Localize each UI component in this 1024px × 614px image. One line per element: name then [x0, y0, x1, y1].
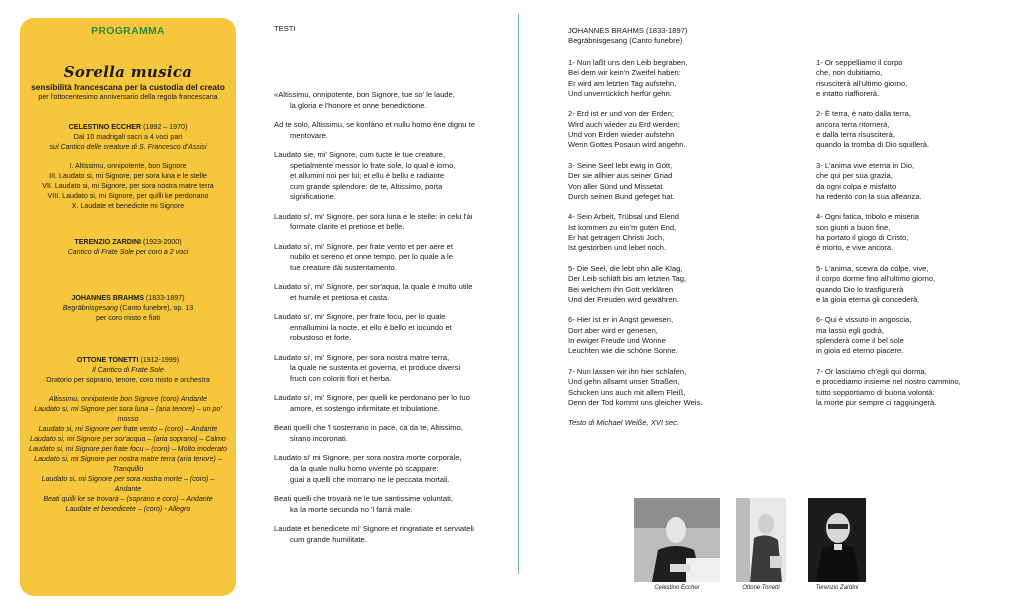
lyric-line: la morte pur sempre ci raggiungerà. [816, 397, 937, 407]
cantico-paragraph [274, 393, 510, 414]
tonetti-work: Il Cantico di Frate Sole [92, 366, 164, 374]
lyric-line: che, non dubitiamo, [816, 68, 883, 78]
lyric-line: 7- Nun lassen wir ihn hier schlafen, [568, 366, 687, 376]
text-line: la quale ne sustenta et governa, et produce diversi [290, 363, 461, 373]
lyric-line: e dalla terra risusciterà, [816, 130, 895, 140]
cantico-text [274, 90, 510, 554]
lyric-line: e procediamo insieme nel nostro cammino, [816, 377, 961, 387]
lyric-line: che qui per sua grazia, [816, 171, 893, 181]
lyric-line: 7- Or lasciamo ch'egli qui dorma, [816, 366, 927, 376]
text-line: nubilo et sereno et onne tempo, per lo quale a le [290, 252, 453, 262]
text-line: ennallumini la nocte, et ello è bello et iocundo et [290, 322, 452, 332]
cantico-paragraph [274, 90, 510, 111]
lyric-line: Wird auch wieder zu Erd werden; [568, 119, 680, 129]
lyric-line: Wenn Gottes Posaun wird angehn. [568, 140, 686, 150]
lyric-line: e intatto riaffiorerà. [816, 88, 880, 98]
eccher-work-source: sul Cantico delle creature di S. Francesco d'Assisi [49, 143, 207, 151]
program-eccher [28, 122, 228, 211]
brahms-work [28, 303, 228, 313]
movement-item: Laudato si, mi Signore per frate focu – (coro) – Molto moderato [29, 445, 227, 453]
lyric-line: Denn der Tod kommt uns gleicher Weis. [568, 397, 703, 407]
movement-item: VIII. Laudato si, mi Signore, per quilli ke perdonano [47, 192, 209, 200]
composer-years-zardini: (1923-2000) [142, 238, 182, 246]
text-line: Laudato si', mi' Signore, per sora nostra matre terra, [274, 352, 450, 362]
lyric-line: Der sie allhier aus seiner Gnad [568, 171, 673, 181]
tonetti-scoring: Oratorio per soprano, tenore, coro misto e orchestra [46, 376, 210, 384]
movement-item: Laudate et benedicete – (coro) - Allegro [65, 505, 191, 513]
italian-stanza [816, 212, 1016, 253]
composer-name-tonetti: OTTONE TONETTI [76, 356, 139, 364]
lyric-line: son giunti a buon fine, [816, 222, 891, 232]
lyrics-credit: Testo di Michael Weiße, XVI sec. [568, 418, 679, 428]
italian-stanza [816, 367, 1016, 408]
lyric-line: Er hat getragen Christi Joch, [568, 233, 665, 243]
photo-eccher [634, 498, 720, 582]
cantico-paragraph [274, 353, 510, 385]
zardini-work: Cantico di Frate Sole per coro a 2 voci [67, 248, 189, 256]
movement-item: I. Altissimu, onnipotente, bon Signore [69, 162, 187, 170]
text-line: Laudato si' mi Signore, per sora nostra morte corporale, [274, 453, 462, 463]
text-line: fructi con coloriti flori et herba. [290, 374, 392, 384]
cantico-paragraph [274, 150, 510, 203]
italian-stanza [816, 58, 1016, 99]
caption-tonetti: Ottone Tonetti [742, 585, 780, 591]
german-stanza [568, 109, 798, 150]
program-tonetti [28, 355, 228, 514]
cantico-paragraph [274, 453, 510, 485]
text-line: «Altissimu, onnipotente, bon Signore, tue so' le laude, [274, 90, 455, 99]
movement-item: X. Laudate et benedicite mi Signore [71, 202, 185, 210]
lyric-line: splenderà come il bel sole [816, 336, 904, 346]
lyric-line: quando la tromba di Dio squillerà. [816, 140, 930, 150]
movement-item: Laudato si, mi Signore per sor'acqua – (aria soprano) – Calmo [30, 435, 226, 443]
lyric-line: 6- Hier ist er in Angst gewesen, [568, 315, 674, 325]
text-line: formate clarite et pretiose et belle. [290, 222, 405, 232]
text-line: Beati quelli che trovarà ne le tue santissime voluntati, [274, 493, 453, 503]
text-line: Laudato si', mi' Signore, per sor'aqua, la quale è multo utile [274, 282, 473, 292]
italian-stanza [816, 315, 1016, 356]
text-line: Laudato si', mi' Signore, per frate focu, per lo quale [274, 312, 446, 322]
lyric-line: Er wird am letzten Tag aufstehn, [568, 78, 677, 88]
text-line: ka la morte secunda no 'l farrà male. [290, 504, 413, 514]
lyric-line: 3- Seine Seel lebt ewig in Gott, [568, 160, 673, 170]
german-stanza [568, 161, 798, 202]
caption-eccher: Celestino Eccher [654, 585, 700, 591]
lyric-line: è morto, e vive ancora. [816, 243, 894, 253]
lyric-line: Ist gestorben und lebet noch. [568, 243, 666, 253]
lyric-line: 2- Erd ist er und von der Erden; [568, 109, 674, 119]
lyric-line: e la gioia eterna gli concederà. [816, 294, 920, 304]
german-stanza [568, 212, 798, 253]
lyric-line: in gioia ed eterno piacere. [816, 346, 904, 356]
text-line: Laudato si', mi' Signore, per sora luna e le stelle: in celu l'ài [274, 211, 473, 221]
lyric-line: Durch seinen Bund gefeget hat. [568, 191, 675, 201]
lyric-line: Leuchten wie die schöne Sonne. [568, 346, 678, 356]
text-line: et allumini noi per lui; et ellu è bellu e radiante [290, 171, 445, 181]
italian-translation [816, 58, 1016, 418]
brahms-work-rest: (Canto funebre), op. 13 [117, 304, 194, 312]
text-line: guai a quelli che morrano ne le peccata mortali. [290, 474, 450, 484]
brahms-text-header [568, 26, 687, 46]
lyric-line: ha redento con la sua alleanza. [816, 191, 922, 201]
movement-item: Laudato si, mi Signore per sora nostra morte – (coro) – Andante [41, 475, 215, 493]
movement-item: VII. Laudato si, mi Signore, per sora nostra matre terra [42, 182, 214, 190]
text-line: significatione. [290, 192, 337, 202]
text-line: Laudate et benedicete mi' Signore et ringratiate et serviateli [274, 523, 474, 533]
cantico-paragraph [274, 120, 510, 141]
concert-subtitle: sensibilità francescana per la custodia del creato [31, 82, 225, 92]
column-divider [518, 14, 519, 574]
tonetti-movements [28, 394, 228, 514]
text-line: la gloria e l'honore et onne benedictione. [290, 100, 427, 110]
italian-stanza [816, 109, 1016, 150]
text-line: Beati quelli che 'l sosterrano in pace, ca da te, Altissimo, [274, 423, 463, 433]
lyric-line: 3- L'anima vive eterna in Dio, [816, 160, 915, 170]
concert-logo-title: Sorella musica [63, 63, 193, 81]
text-line: cum grande splendore: de te, Altissimo, porta [290, 181, 443, 191]
cantico-paragraph [274, 524, 510, 545]
lyric-line: Und gehn allsamt unser Straßen, [568, 377, 680, 387]
lyric-line: 1- Or seppelliamo il corpo [816, 58, 903, 67]
movement-item: Laudato si, mi Signore per nostra matre terra (aria tenore) – Tranquillo [34, 455, 222, 473]
lyric-line: 5- Die Seel, die lebt ohn alle Klag, [568, 263, 683, 273]
brahms-scoring: per coro misto e fiati [96, 314, 160, 322]
lyric-line: Schicken uns auch mit allem Fleiß, [568, 387, 686, 397]
lyric-line: quando Dio lo trasfigurerà [816, 284, 904, 294]
text-line: Laudato si', mi' Signore, per frate vento et per aere et [274, 241, 453, 251]
lyric-line: Der Leib schläft bis am letzten Tag, [568, 274, 687, 284]
cantico-paragraph [274, 312, 510, 344]
composer-name-zardini: TERENZIO ZARDINI [74, 238, 141, 246]
cantico-paragraph [274, 212, 510, 233]
brahms-text-composer: JOHANNES BRAHMS (1833-1897) [568, 26, 688, 35]
lyric-line: ha portato il giogo di Cristo, [816, 233, 909, 243]
cantico-paragraph [274, 282, 510, 303]
lyric-line: Ist kommen zu ein'm guten End, [568, 222, 677, 232]
composer-years-eccher: (1892 – 1970) [143, 123, 188, 131]
testi-heading: TESTI [274, 24, 296, 33]
movement-item: Laudato si, mi Signore per sora luna – (aria tenore) – un po' mosso [34, 405, 222, 423]
brahms-text-work: Begräbnisgesang (Canto funebre) [568, 36, 683, 45]
lyric-line: Bei dem wir kein'n Zweifel haben: [568, 68, 681, 78]
lyric-line: Und unverrücklich herfür gehn. [568, 88, 672, 98]
lyric-line: 1- Nun laßt uns den Leib begraben, [568, 58, 688, 67]
lyric-line: Und der Freuden wird gewähren. [568, 294, 680, 304]
text-line: amore, et sostengo infirmitate et tribulatione. [290, 404, 440, 414]
cantico-paragraph [274, 494, 510, 515]
cantico-paragraph [274, 242, 510, 274]
text-line: Ad te solo, Altissimu, se konfàno et nullu homo ène dignu te [274, 119, 475, 129]
text-line: cum grande humilitate. [290, 534, 367, 544]
italian-stanza [816, 161, 1016, 202]
lyric-line: 4- Sein Arbeit, Trübsal und Elend [568, 212, 680, 222]
lyric-line: 6- Qui è vissuto in angoscia, [816, 315, 912, 325]
text-line: robustoso et forte. [290, 333, 352, 343]
lyric-line: Dort aber wird er genesen, [568, 325, 658, 335]
photo-zardini [808, 498, 866, 582]
eccher-work: Dai 10 madrigali sacri a 4 voci pari [73, 133, 183, 141]
lyric-line: tutto sopportiamo di buona volontà: [816, 387, 935, 397]
movement-item: Laudato si, mi Signore per frate vento – (coro) – Andante [38, 425, 218, 433]
lyric-line: da ogni colpa e misfatto [816, 181, 897, 191]
photo-tonetti [736, 498, 786, 582]
lyric-line: 4- Ogni fatica, tribolo e miseria [816, 212, 919, 222]
composer-name-eccher: CELESTINO ECCHER [68, 123, 142, 131]
german-stanza [568, 367, 798, 408]
text-line: mentovare. [290, 130, 328, 140]
lyric-line: 2- È terra, è nato dalla terra, [816, 109, 911, 119]
caption-zardini: Terenzio Zardini [815, 585, 859, 591]
composer-years-tonetti: (1912-1999) [140, 356, 180, 364]
lyric-line: Und von Erden wieder aufstehn [568, 130, 675, 140]
german-stanza [568, 315, 798, 356]
lyric-line: Von aller Sünd und Missetat [568, 181, 663, 191]
concert-subtitle-secondary: per l'ottocentesimo anniversario della regola francescana [38, 93, 218, 101]
movement-item: III. Laudato si, mi Signore, per sora luna e le stelle [49, 172, 207, 180]
german-stanza [568, 58, 798, 99]
text-line: Laudato si', mi' Signore, per quelli ke perdonano per lo tuo [274, 393, 470, 403]
eccher-movements [28, 161, 228, 211]
text-line: et humile et pretiosa et casta. [290, 292, 390, 302]
lyric-line: 5- L'anima, scevra da colpe, vive, [816, 263, 929, 273]
lyric-line: ancora terra ritornerà, [816, 119, 890, 129]
program-zardini [28, 237, 228, 257]
german-lyrics [568, 58, 798, 429]
lyric-line: il corpo dorme fino all'ultimo giorno, [816, 274, 936, 284]
text-line: da la quale nullu homo vivente pò scappare: [290, 464, 439, 473]
composer-years-brahms: (1833-1897) [145, 294, 185, 302]
cantico-paragraph [274, 423, 510, 444]
german-stanza [568, 264, 798, 305]
text-line: tue creature dài sustentamento. [290, 262, 397, 272]
movement-item: Beati quilli ke se trovarà – (soprano e coro) – Andante [43, 495, 213, 503]
program-heading: PROGRAMMA [91, 25, 165, 37]
movement-item: Altissimu, onnipotente bon Signore (coro) Andante [48, 395, 208, 403]
italian-stanza [816, 264, 1016, 305]
program-panel [20, 18, 236, 596]
lyric-line: ma lassù egli godrà, [816, 325, 884, 335]
lyric-line: Bei welchem ihn Gott verklären [568, 284, 674, 294]
text-line: spetialmente messor lo frate sole, lo qual è iorno, [290, 160, 456, 170]
composer-name-brahms: JOHANNES BRAHMS [71, 294, 144, 302]
brahms-work-title: Begräbnisgesang [62, 304, 118, 312]
text-line: sirano incoronati. [290, 434, 348, 444]
text-line: Laudato sie, mi' Signore, cum tucte le tue creature, [274, 149, 446, 159]
program-brahms [28, 293, 228, 323]
lyric-line: risusciterà all'ultimo giorno, [816, 78, 908, 88]
lyric-line: In ewiger Freude und Wonne [568, 336, 666, 346]
